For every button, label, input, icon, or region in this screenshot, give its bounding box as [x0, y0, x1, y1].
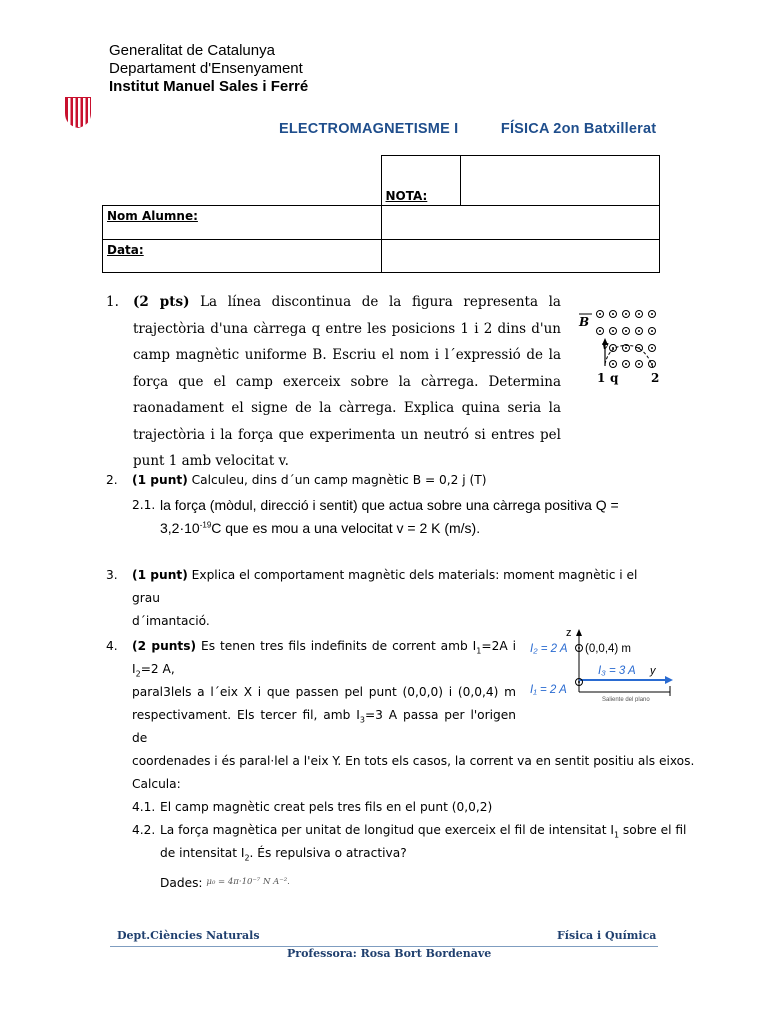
q2-1-number: 2.1.	[132, 498, 156, 512]
q4-1-text: El camp magnètic creat pels tres fils en el punt (0,0,2)	[160, 800, 493, 814]
fig4-z-label: z	[566, 627, 572, 639]
fig4-i1-label: I₁ = 2 A	[530, 684, 567, 696]
fig1-point-1: 1	[597, 371, 606, 385]
question-2-1	[132, 494, 672, 540]
nom-label-cell	[103, 206, 382, 240]
fig4-point-label: (0,0,4) m	[585, 643, 632, 655]
student-info-table	[102, 155, 660, 273]
data-label-cell	[103, 240, 382, 273]
q4-1-number: 4.1.	[132, 800, 156, 814]
dades-formula: μ₀ = 4π·10⁻⁷ N A⁻².	[206, 877, 290, 887]
q4-number: 4.	[106, 639, 118, 653]
fig1-v-label: v	[602, 339, 609, 352]
question-4: 4. (2 punts) Es tenen tres fils indefinits de corrent amb $I_1=2A$ i $I_2=2$ A, paral3lels a l´eix X i que passen pel punt (0,0,0) i (0,0,4) m respectivament. Els tercer fil, amb $I_3=3$ A passa per l'origen de coordenades i és paral·lel a l'eix Y. En tots els casos, la corrent va en sentit positiu als eixos. Calcula: 4.1. El camp magnètic creat pels tres fils en el punt (0,0,2) 4.2. La força magnètica per unitat de longitud que exerceix el fil de intensitat $I_1$ sobre el fil de intensitat $I_2$. És repulsiva o atractiva? Dades: $^{\mu_0 = 4\pi\cdot 10^{-7} N A^{-2}.}$	[106, 635, 666, 895]
q2-1-line-2: C que es mou a una velocitat v = 2 K (m/s).	[211, 520, 481, 536]
footer-teacher: Professora: Rosa Bort Bordenave	[287, 947, 492, 960]
footer-department: Dept.Ciències Naturals	[117, 929, 260, 942]
data-label: Data:	[107, 243, 144, 257]
q4-line-5: Calcula:	[132, 777, 181, 791]
data-field[interactable]	[381, 240, 659, 273]
header-line-3: Institut Manuel Sales i Ferré	[109, 78, 309, 95]
nom-alumne-label: Nom Alumne:	[107, 209, 198, 223]
fig1-b-label: B	[579, 315, 590, 329]
q2-text: Calculeu, dins d´un camp magnètic B = 0,2 j (T)	[191, 473, 487, 487]
header-line-1: Generalitat de Catalunya	[109, 42, 275, 59]
title-subject: ELECTROMAGNETISME I	[279, 121, 459, 137]
q4-1	[132, 796, 666, 819]
fig4-plane-label: Saliente del plano	[602, 697, 650, 702]
q2-1-line-1: la força (mòdul, direcció i sentit) que actua sobre una càrrega positiva Q =	[160, 497, 619, 513]
q3-line-1: Explica el comportament magnètic dels materials: moment magnètic i el grau	[132, 568, 638, 605]
fig1-point-2: 2	[651, 371, 660, 385]
q4-dades	[160, 871, 666, 895]
nota-field[interactable]	[460, 156, 659, 206]
generalitat-logo-icon	[63, 95, 93, 129]
wires-diagram	[520, 626, 685, 702]
q4-line-4: coordenades i és paral·lel a l'eix Y. En tots els casos, la corrent va en sentit positiu als eixos.	[132, 754, 695, 768]
nota-label-cell	[381, 156, 460, 206]
q3-line-2: d´imantació.	[132, 614, 210, 628]
q2-1-exponent: -19	[199, 520, 212, 530]
nota-label: NOTA:	[385, 189, 428, 203]
q3-number: 3.	[106, 568, 118, 582]
question-2	[106, 469, 666, 492]
question-3	[106, 564, 666, 633]
question-1	[106, 289, 561, 475]
q1-points: (2 pts)	[133, 294, 190, 310]
q4-2: 4.2. La força magnètica per unitat de longitud que exerceix el fil de intensitat $I_1$ sobre el fil	[132, 823, 687, 840]
q1-text: La línea discontinua de la figura representa la trajectòria d'una càrrega q entre les posicions 1 i 2 dins d'un camp magnètic uniforme B. Escriu el nom i l´expressió de la força que el camp exerceix sobre la càrrega. Determina raonadament el signe de la càrrega. Explica quina seria la trajectòria i la força que experimenta un neutró si entres pel punt 1 amb velocitat v.	[133, 294, 561, 469]
header-block	[109, 42, 308, 96]
q3-points: (1 punt)	[132, 568, 188, 582]
q1-number: 1.	[106, 294, 119, 310]
dades-label: Dades:	[160, 876, 203, 890]
nom-alumne-field[interactable]	[381, 206, 659, 240]
fig4-y-label: y	[650, 665, 656, 677]
fig1-charge-q: q	[610, 371, 619, 385]
footer-subject: Física i Química	[557, 929, 657, 942]
q4-line-2: paral3lels a l´eix X i que passen pel punt (0,0,0) i (0,0,4) m	[132, 685, 516, 699]
fig4-i2-label: I₂ = 2 A	[530, 643, 568, 655]
q4-points: (2 punts)	[132, 639, 197, 653]
exam-title	[279, 121, 656, 137]
fig4-i3-label: I₃ = 3 A	[598, 665, 636, 677]
magnetic-field-figure	[575, 306, 675, 386]
q2-points: (1 punt)	[132, 473, 188, 487]
q4-2-number: 4.2.	[132, 823, 156, 837]
q2-1-charge-value: 3,2·10	[160, 520, 200, 536]
title-course: FÍSICA 2on Batxillerat	[500, 121, 657, 137]
q2-number: 2.	[106, 473, 118, 487]
header-line-2: Departament d'Ensenyament	[109, 60, 303, 77]
